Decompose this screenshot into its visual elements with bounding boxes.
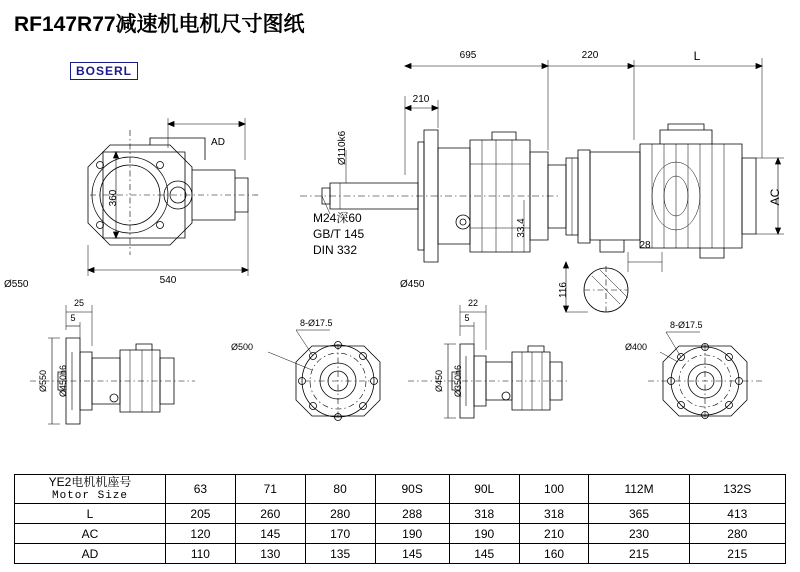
dia-450-vertical-2-label: Ø450 [434, 369, 444, 393]
table-cell: 145 [235, 524, 305, 544]
dia-550-vertical-label: Ø550 [38, 369, 48, 393]
table-cell: 280 [305, 504, 375, 524]
table-cell: 135 [305, 544, 375, 564]
dim-AD-label: AD [211, 137, 225, 148]
table-cell: 215 [589, 544, 689, 564]
col-header: 100 [519, 475, 589, 504]
table-cell: 215 [689, 544, 785, 564]
bottom-view-3 [408, 305, 570, 418]
table-cell: 210 [519, 524, 589, 544]
bottom-view-1 [30, 305, 195, 424]
dim-695-label: 695 [459, 50, 477, 61]
dim-540-label: 540 [159, 275, 177, 286]
col-header: 112M [589, 475, 689, 504]
row-label: AD [15, 544, 166, 564]
dim-116-label: 116 [558, 282, 569, 298]
dim-33-4-label: 33.4 [516, 218, 527, 238]
dim-220-label: 220 [581, 50, 599, 61]
dia-500-label: Ø500 [231, 342, 254, 352]
table-cell: 145 [375, 544, 449, 564]
table-cell: 145 [449, 544, 519, 564]
table-cell: 130 [235, 544, 305, 564]
table-cell: 230 [589, 524, 689, 544]
thread-note-3: DIN 332 [313, 243, 358, 257]
dim-L-label: L [693, 49, 701, 63]
col-header: 90S [375, 475, 449, 504]
header-en: Motor Size [51, 490, 128, 502]
table-cell: 288 [375, 504, 449, 524]
brand-logo: BOSERL [70, 62, 138, 80]
dim-5-right-label: 5 [464, 313, 470, 323]
thread-note-2: GB/T 145 [313, 227, 365, 241]
table-cell: 110 [166, 544, 236, 564]
dia-550-label: Ø550 [4, 279, 29, 290]
table-cell: 365 [589, 504, 689, 524]
col-header: 90L [449, 475, 519, 504]
col-header: 71 [235, 475, 305, 504]
dim-5-left-label: 5 [70, 313, 76, 323]
header-cn: YE2电机机座号 [48, 475, 132, 489]
table-cell: 413 [689, 504, 785, 524]
dia-400-label: Ø400 [625, 342, 648, 352]
table-cell: 205 [166, 504, 236, 524]
col-header: 132S [689, 475, 785, 504]
dia-350-vertical-label: Ø350h6 [453, 364, 463, 398]
holes-right-label: 8-Ø17.5 [670, 320, 703, 330]
table-cell: 280 [689, 524, 785, 544]
bottom-view-4 [648, 332, 762, 420]
row-label: AC [15, 524, 166, 544]
table-cell: 120 [166, 524, 236, 544]
table-row [15, 544, 786, 564]
main-assembly-view [300, 58, 784, 314]
thread-note-1: M24深60 [313, 211, 362, 225]
table-header-row [15, 475, 786, 504]
col-header: 80 [305, 475, 375, 504]
table-cell: 190 [449, 524, 519, 544]
col-header: 63 [166, 475, 236, 504]
table-cell: 160 [519, 544, 589, 564]
dim-210-label: 210 [412, 94, 430, 105]
page-title: RF147R77减速机电机尺寸图纸 [14, 13, 305, 36]
dimension-table [14, 474, 786, 564]
dim-AC-label: AC [768, 188, 782, 206]
table-row [15, 524, 786, 544]
dia-450-vertical-label: Ø450h6 [58, 364, 68, 398]
row-label: L [15, 504, 166, 524]
dim-28-label: 28 [639, 240, 651, 251]
dia-450-label: Ø450 [400, 279, 425, 290]
table-row [15, 504, 786, 524]
table-cell: 318 [449, 504, 519, 524]
dim-22-label: 22 [467, 298, 479, 308]
dim-360-label: 360 [108, 189, 119, 207]
table-cell: 190 [375, 524, 449, 544]
holes-left-label: 8-Ø17.5 [300, 318, 333, 328]
table-header-cell [15, 475, 166, 504]
table-cell: 318 [519, 504, 589, 524]
dia-110k6-label: Ø110k6 [337, 130, 348, 166]
dim-25-label: 25 [73, 298, 85, 308]
table-cell: 170 [305, 524, 375, 544]
table-cell: 260 [235, 504, 305, 524]
bottom-view-2 [268, 330, 380, 421]
